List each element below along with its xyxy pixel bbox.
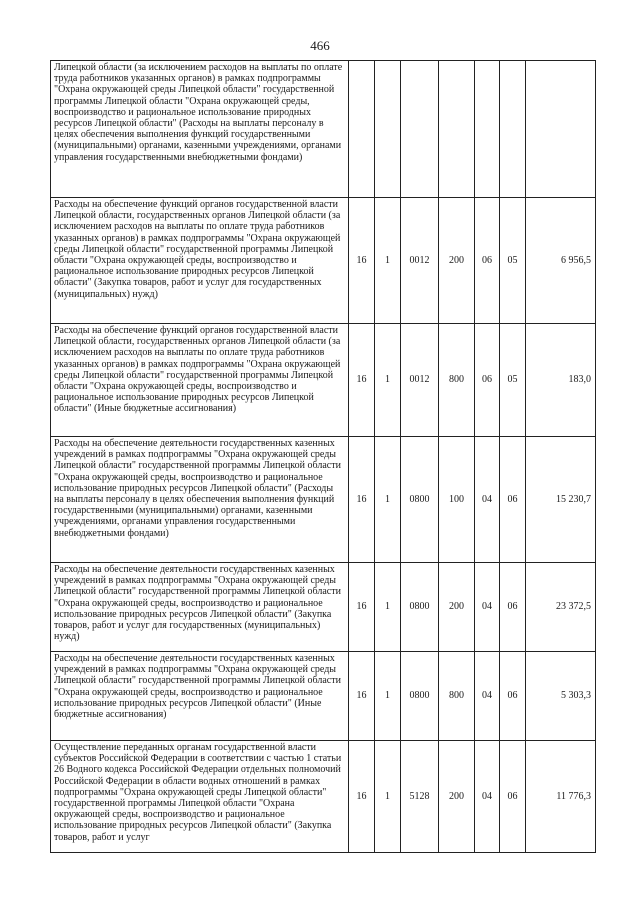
cell-program: 1: [375, 324, 401, 437]
cell-amount: 5 303,3: [526, 652, 596, 741]
cell-section: 06: [475, 198, 500, 324]
cell-subsection: 06: [500, 563, 526, 652]
page-number: 466: [310, 38, 330, 53]
cell-target-article: 0012: [401, 198, 439, 324]
table-row: [51, 437, 596, 563]
cell-amount: 6 956,5: [526, 198, 596, 324]
cell-ministry: 16: [349, 563, 375, 652]
cell-section: 04: [475, 563, 500, 652]
row-description: Осуществление переданных органам государственной власти субъектов Российской Федерации в соответствии с частью 1 статьи 26 Водного кодекса Российской Федерации отдельных полномочий Российской Федерации в области водных отношений в рамках подпрограммы "Охрана окружающей среды Липецкой области" государственной программы Липецкой области "Охрана окружающей среды, воспроизводство и рациональное использование природных ресурсов Липецкой области" (Закупка товаров, работ и услуг: [51, 741, 349, 853]
cell-section: [475, 61, 500, 198]
cell-ministry: 16: [349, 198, 375, 324]
cell-target-article: 0800: [401, 437, 439, 563]
row-description: Расходы на обеспечение деятельности государственных казенных учреждений в рамках подпрограммы "Охрана окружающей среды Липецкой области" государственной программы Липецкой области "Охрана окружающей среды, воспроизводство и рациональное использование природных ресурсов Липецкой области" (Закупка товаров, работ и услуг для государственных (муниципальных) нужд): [51, 563, 349, 652]
cell-ministry: 16: [349, 324, 375, 437]
cell-expense-type: 100: [439, 437, 475, 563]
table-row: [51, 198, 596, 324]
table-row: [51, 652, 596, 741]
cell-expense-type: 200: [439, 563, 475, 652]
cell-subsection: 06: [500, 741, 526, 853]
budget-table: [50, 60, 596, 853]
cell-amount: [526, 61, 596, 198]
cell-target-article: 0012: [401, 324, 439, 437]
cell-section: 04: [475, 437, 500, 563]
cell-ministry: 16: [349, 652, 375, 741]
row-description: Расходы на обеспечение деятельности государственных казенных учреждений в рамках подпрограммы "Охрана окружающей среды Липецкой области" государственной программы Липецкой области "Охрана окружающей среды, воспроизводство и рациональное использование природных ресурсов Липецкой области" (Расходы на выплаты персоналу в целях обеспечения выполнения функций государственными (муниципальными) органами, казенными учреждениями, органами управления государственными внебюджетными фондами): [51, 437, 349, 563]
table-row: [51, 741, 596, 853]
cell-ministry: [349, 61, 375, 198]
cell-subsection: 05: [500, 324, 526, 437]
cell-subsection: 05: [500, 198, 526, 324]
table-row: [51, 324, 596, 437]
cell-amount: 23 372,5: [526, 563, 596, 652]
cell-expense-type: 800: [439, 652, 475, 741]
cell-expense-type: 200: [439, 741, 475, 853]
row-description: Расходы на обеспечение деятельности государственных казенных учреждений в рамках подпрограммы "Охрана окружающей среды Липецкой области" государственной программы Липецкой области "Охрана окружающей среды, воспроизводство и рациональное использование природных ресурсов Липецкой области" (Иные бюджетные ассигнования): [51, 652, 349, 741]
cell-subsection: 06: [500, 437, 526, 563]
cell-program: [375, 61, 401, 198]
cell-program: 1: [375, 437, 401, 563]
cell-subsection: [500, 61, 526, 198]
table-row: [51, 61, 596, 198]
cell-section: 04: [475, 652, 500, 741]
cell-program: 1: [375, 652, 401, 741]
table-row: [51, 563, 596, 652]
cell-target-article: 0800: [401, 563, 439, 652]
cell-section: 04: [475, 741, 500, 853]
cell-program: 1: [375, 563, 401, 652]
cell-amount: 15 230,7: [526, 437, 596, 563]
cell-program: 1: [375, 741, 401, 853]
cell-expense-type: [439, 61, 475, 198]
cell-subsection: 06: [500, 652, 526, 741]
cell-amount: 11 776,3: [526, 741, 596, 853]
cell-expense-type: 200: [439, 198, 475, 324]
cell-section: 06: [475, 324, 500, 437]
cell-target-article: 0800: [401, 652, 439, 741]
row-description: Липецкой области (за исключением расходов на выплаты по оплате труда работников указанных органов) в рамках подпрограммы "Охрана окружающей среды Липецкой области" государственной программы Липецкой области "Охрана окружающей среды, воспроизводство и рациональное использование природных ресурсов Липецкой области" (Расходы на выплаты персоналу в целях обеспечения выполнения функций государственными (муниципальными) органами, казенными учреждениями, органами управления государственными внебюджетными фондами): [51, 61, 349, 198]
cell-target-article: [401, 61, 439, 198]
row-description: Расходы на обеспечение функций органов государственной власти Липецкой области, государственных органов Липецкой области (за исключением расходов на выплаты по оплате труда работников указанных органов) в рамках подпрограммы "Охрана окружающей среды Липецкой области" государственной программы Липецкой области "Охрана окружающей среды, воспроизводство и рациональное использование природных ресурсов Липецкой области" (Иные бюджетные ассигнования): [51, 324, 349, 437]
cell-ministry: 16: [349, 437, 375, 563]
cell-ministry: 16: [349, 741, 375, 853]
cell-target-article: 5128: [401, 741, 439, 853]
row-description: Расходы на обеспечение функций органов государственной власти Липецкой области, государственных органов Липецкой области (за исключением расходов на выплаты по оплате труда работников указанных органов) в рамках подпрограммы "Охрана окружающей среды Липецкой области" государственной программы Липецкой области "Охрана окружающей среды, воспроизводство и рациональное использование природных ресурсов Липецкой области" (Закупка товаров, работ и услуг для государственных (муниципальных) нужд): [51, 198, 349, 324]
cell-program: 1: [375, 198, 401, 324]
cell-amount: 183,0: [526, 324, 596, 437]
cell-expense-type: 800: [439, 324, 475, 437]
